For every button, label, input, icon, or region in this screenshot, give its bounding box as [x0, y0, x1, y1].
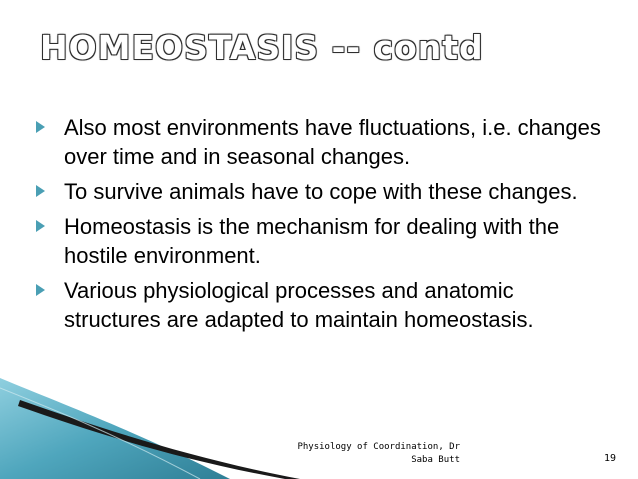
slide-title: HOMEOSTASIS -- contd — [40, 28, 484, 67]
footer-credit — [290, 441, 460, 467]
footer-line-2: Saba Butt — [411, 455, 460, 465]
footer-line-1: Physiology of Coordination, Dr — [297, 442, 460, 452]
triangle-bullet-icon — [36, 284, 45, 296]
triangle-bullet-icon — [36, 121, 45, 133]
bullet-text: Various physiological processes and anatomic structures are adapted to maintain homeostasis. — [64, 278, 534, 332]
bullet-item — [32, 212, 602, 270]
page-number: 19 — [604, 453, 617, 464]
teal-swoosh — [0, 378, 230, 479]
bullet-text: To survive animals have to cope with these changes. — [64, 179, 578, 204]
bullet-item — [32, 276, 602, 334]
bullet-text: Also most environments have fluctuations, i.e. changes over time and in seasonal changes. — [64, 115, 601, 169]
bullet-item — [32, 177, 602, 206]
bullet-item — [32, 113, 602, 171]
bullet-list — [32, 113, 602, 340]
corner-decoration — [0, 378, 300, 479]
bullet-text: Homeostasis is the mechanism for dealing with the hostile environment. — [64, 214, 560, 268]
triangle-bullet-icon — [36, 185, 45, 197]
triangle-bullet-icon — [36, 220, 45, 232]
